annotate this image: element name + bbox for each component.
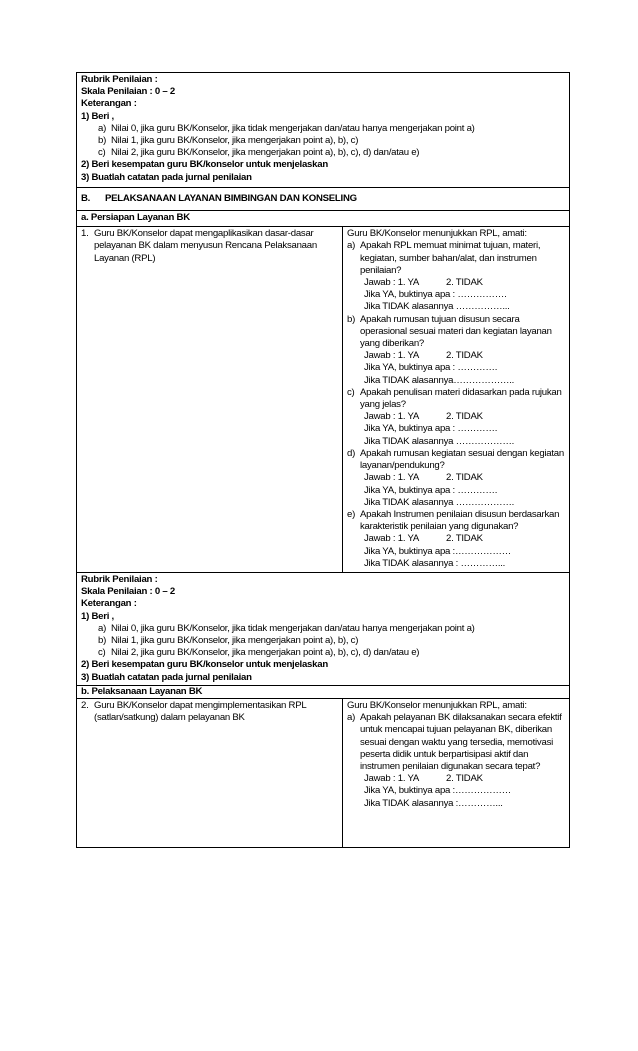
rubric-step-3: 3) Buatlah catatan pada jurnal penilaian xyxy=(81,171,252,183)
rubric-title: Rubrik Penilaian : xyxy=(81,74,158,85)
rubric-step-2: 2) Beri kesempatan guru BK/konselor untuk menjelaskan xyxy=(81,659,328,671)
observation-intro: Guru BK/Konselor menunjukkan RPL, amati: xyxy=(347,228,527,240)
observation-intro: Guru BK/Konselor menunjukkan RPL, amati: xyxy=(347,699,527,711)
question-b: b) Apakah rumusan tujuan disusun secara operasional sesuai materi dan kegiatan layanan yang diberikan? Jawab : 1. YA 2. TIDAK Jika YA, buktinya apa : …………. Jika TIDAK alasannya……………….. xyxy=(347,313,552,386)
question-a: a) Apakah pelayanan BK dilaksanakan secara efektif untuk mencapai tujuan pelayanan BK, diberikan sesuai dengan waktu yang tersedia, memotivasi peserta didik untuk berpartisipasi aktif dan instrumen penilaian digunakan secara tepat? Jawab : 1. YA 2. TIDAK Jika YA, buktinya apa :……………… Jika TIDAK alasannya :…………... xyxy=(347,712,562,809)
rubric-item: b) Nilai 1, jika guru BK/Konselor, jika mengerjakan point a), b), c) xyxy=(98,634,359,646)
section-heading-b xyxy=(77,187,570,210)
rubric-item: b) Nilai 1, jika guru BK/Konselor, jika mengerjakan point a), b), c) xyxy=(98,135,359,147)
assessment-table xyxy=(76,72,570,848)
criteria-row-2 xyxy=(77,698,570,847)
rubric-item: a) Nilai 0, jika guru BK/Konselor, jika tidak mengerjakan dan/atau hanya mengerjakan point a) xyxy=(98,622,475,634)
rubric-item: a) Nilai 0, jika guru BK/Konselor, jika tidak mengerjakan dan/atau hanya mengerjakan point a) xyxy=(98,122,475,134)
rubric-beri: 1) Beri , xyxy=(81,610,114,622)
question-a: a) Apakah RPL memuat minimat tujuan, materi, kegiatan, sumber bahan/alat, dan instrumen penilaian? Jawab : 1. YA 2. TIDAK Jika YA, buktinya apa : ……………. Jika TIDAK alasannya ……………... xyxy=(347,240,541,313)
rubric-step-3: 3) Buatlah catatan pada jurnal penilaian xyxy=(81,671,252,683)
document-page xyxy=(76,72,569,848)
rubric-scale: Skala Penilaian : 0 – 2 xyxy=(81,586,175,598)
subsection-a xyxy=(77,211,570,227)
criteria-text: 2. Guru BK/Konselor dapat mengimplementasikan RPL (satlan/satkung) dalam pelayanan BK xyxy=(81,699,307,724)
rubric-item: c) Nilai 2, jika guru BK/Konselor, jika mengerjakan point a), b), c), d) dan/atau e) xyxy=(98,647,420,659)
rubric-step-2: 2) Beri kesempatan guru BK/konselor untuk menjelaskan xyxy=(81,159,328,171)
subsection-title: a. Persiapan Layanan BK xyxy=(81,212,190,224)
rubric-title: Rubrik Penilaian : xyxy=(81,573,158,585)
rubric-block-1 xyxy=(77,73,570,188)
rubric-block-2 xyxy=(77,572,570,685)
question-e: e) Apakah Instrumen penilaian disusun berdasarkan karakteristik penilaian yang digunakan? Jawab : 1. YA 2. TIDAK Jika YA, buktinya apa :……………… Jika TIDAK alasannya : …………... xyxy=(347,508,560,569)
question-d: d) Apakah rumusan kegiatan sesuai dengan kegiatan layanan/pendukung? Jawab : 1. YA 2. TIDAK Jika YA, buktinya apa : …………. Jika TIDAK alasannya ………………. xyxy=(347,447,564,508)
section-letter: B. xyxy=(81,192,91,204)
section-title: PELAKSANAAN LAYANAN BIMBINGAN DAN KONSELING xyxy=(105,192,357,204)
rubric-beri: 1) Beri , xyxy=(81,110,114,122)
rubric-scale: Skala Penilaian : 0 – 2 xyxy=(81,86,175,98)
rubric-keterangan: Keterangan : xyxy=(81,98,137,110)
criteria-text: 1. Guru BK/Konselor dapat mengaplikasikan dasar-dasar pelayanan BK dalam menyusun Rencana Pelaksanaan Layanan (RPL) xyxy=(81,228,317,264)
subsection-title: b. Pelaksanaan Layanan BK xyxy=(81,685,203,697)
rubric-keterangan: Keterangan : xyxy=(81,598,137,610)
rubric-item: c) Nilai 2, jika guru BK/Konselor, jika mengerjakan point a), b), c), d) dan/atau e) xyxy=(98,147,420,159)
criteria-row-1 xyxy=(77,227,570,573)
question-c: c) Apakah penulisan materi didasarkan pada rujukan yang jelas? Jawab : 1. YA 2. TIDAK Jika YA, buktinya apa : …………. Jika TIDAK alasannya ………………. xyxy=(347,386,562,447)
subsection-b xyxy=(77,685,570,698)
